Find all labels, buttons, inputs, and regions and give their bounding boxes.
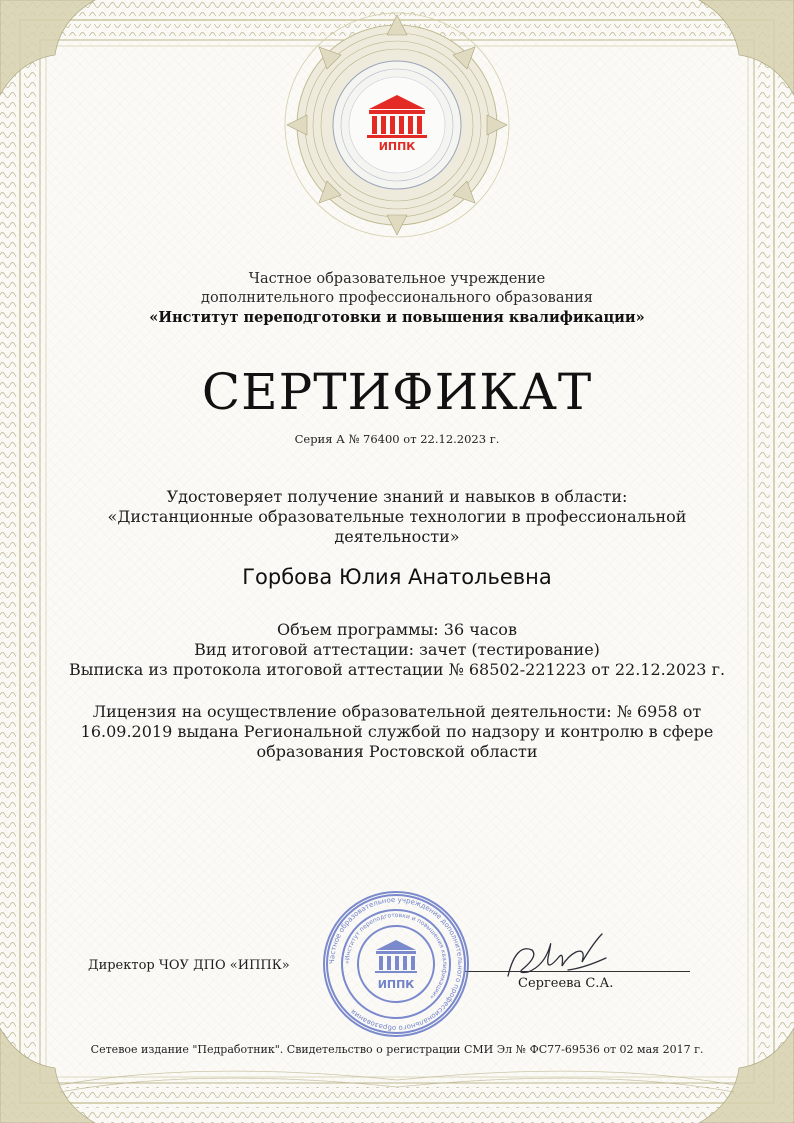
stamp-outer-text: Частное образовательное учреждение дополнительного профессионального образования xyxy=(327,895,465,1033)
program-hours: Объем программы: 36 часов xyxy=(277,620,517,639)
logo-label: ИППК xyxy=(378,140,416,153)
program-name: «Дистанционные образовательные технологии в профессиональной деятельности» xyxy=(107,507,687,546)
director-title: Директор ЧОУ ДПО «ИППК» xyxy=(88,958,290,973)
official-stamp-icon xyxy=(320,888,472,1040)
org-line-2: дополнительного профессионального образования xyxy=(201,290,593,306)
organization-block xyxy=(0,270,794,327)
handwritten-signature-icon xyxy=(498,928,610,988)
org-line-3: «Институт переподготовки и повышения квалификации» xyxy=(149,309,645,326)
program-details xyxy=(0,620,794,680)
stamp-inner-text: «Институт переподготовки и повышения квалификации» xyxy=(343,911,449,1001)
knowledge-area-block xyxy=(0,487,794,547)
certificate-title: СЕРТИФИКАТ xyxy=(201,363,593,421)
footer-registration: Сетевое издание "Педработник". Свидетельство о регистрации СМИ Эл № ФС77-69536 от 02 мая 2017 г. xyxy=(90,1043,704,1056)
certificate-series: Серия А № 76400 от 22.12.2023 г. xyxy=(294,432,500,446)
signer-name: Сергеева С.А. xyxy=(518,976,614,991)
recipient-name: Горбова Юлия Анатольевна xyxy=(242,565,552,589)
ippk-logo-icon xyxy=(363,93,431,155)
org-line-1: Частное образовательное учреждение xyxy=(248,271,546,287)
attestation-type: Вид итоговой аттестации: зачет (тестирование) xyxy=(194,640,600,659)
stamp-center-text: ИППК xyxy=(377,978,415,991)
protocol-extract: Выписка из протокола итоговой аттестации № 68502-221223 от 22.12.2023 г. xyxy=(68,660,726,679)
license-info: Лицензия на осуществление образовательной деятельности: № 6958 от 16.09.2019 выдана Региональной службой по надзору и контролю в сфере образования Ростовской области xyxy=(80,702,714,761)
knowledge-intro: Удостоверяет получение знаний и навыков в области: xyxy=(166,487,628,506)
